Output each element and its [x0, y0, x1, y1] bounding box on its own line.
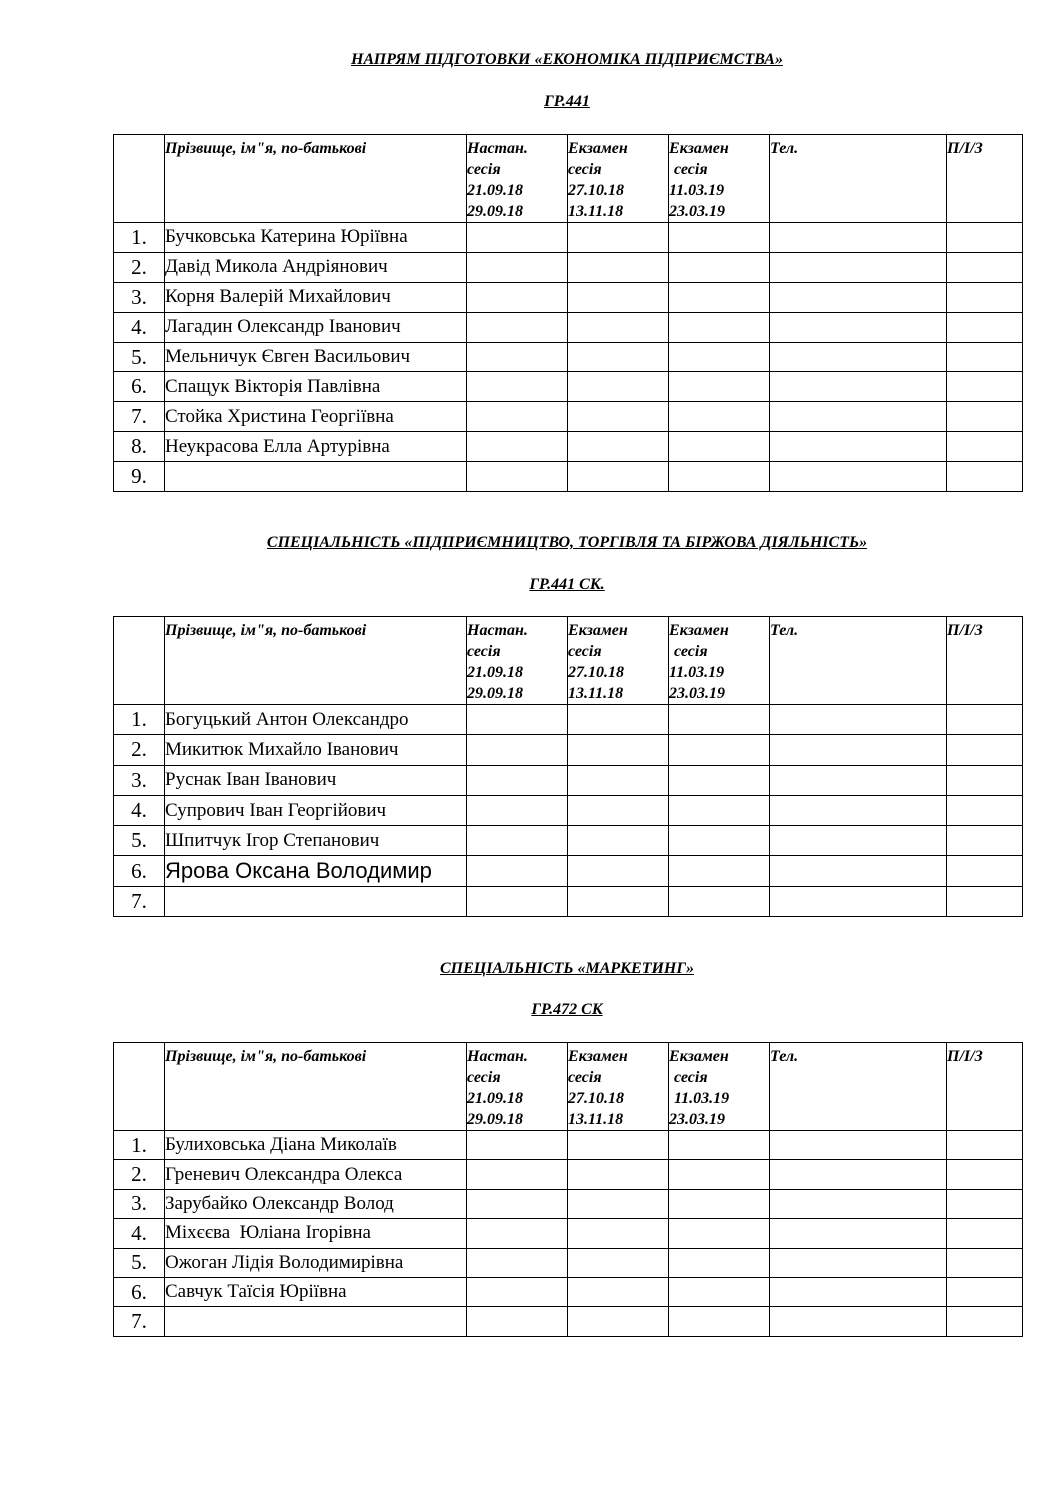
cell — [770, 252, 947, 282]
cell — [568, 795, 669, 825]
header-session-3 — [669, 1043, 770, 1131]
table-row — [114, 402, 1023, 432]
table-row — [114, 1160, 1023, 1189]
header-session-2 — [568, 1043, 669, 1131]
cell — [947, 795, 1023, 825]
cell — [669, 1131, 770, 1160]
cell — [947, 826, 1023, 856]
header-line: сесія — [674, 161, 708, 178]
header-line: сесія — [467, 161, 501, 178]
cell — [947, 886, 1023, 916]
cell — [568, 1131, 669, 1160]
cell — [568, 462, 669, 492]
cell — [947, 342, 1023, 372]
cell — [467, 342, 568, 372]
header-line: Настан. — [467, 622, 528, 639]
cell — [467, 705, 568, 735]
cell — [467, 312, 568, 342]
cell — [467, 1219, 568, 1248]
student-name: Спащук Вікторія Павлівна — [165, 372, 467, 402]
cell — [467, 432, 568, 462]
header-name: Прізвище, ім"я, по-батькові — [165, 135, 467, 223]
row-number: 6. — [114, 1277, 165, 1306]
cell — [467, 402, 568, 432]
header-line: сесія — [568, 643, 602, 660]
row-number: 5. — [114, 342, 165, 372]
student-name: Греневич Олександра Олекса — [165, 1160, 467, 1189]
cell — [947, 282, 1023, 312]
header-line: 11.03.19 — [674, 1090, 730, 1107]
row-number: 2. — [114, 252, 165, 282]
cell — [947, 252, 1023, 282]
cell — [770, 705, 947, 735]
cell — [467, 282, 568, 312]
header-line: Екзамен — [568, 140, 628, 157]
row-number: 4. — [114, 1219, 165, 1248]
header-tel: Тел. — [770, 135, 947, 223]
group-title: ГР.472 СК — [531, 1001, 603, 1018]
header-line: сесія — [467, 1069, 501, 1086]
table-row — [114, 1277, 1023, 1306]
row-number: 6. — [114, 372, 165, 402]
cell — [467, 1189, 568, 1218]
row-number: 3. — [114, 1189, 165, 1218]
cell — [770, 1307, 947, 1336]
student-name: Корня Валерій Михайлович — [165, 282, 467, 312]
cell — [568, 1189, 669, 1218]
cell — [568, 886, 669, 916]
cell — [568, 856, 669, 886]
header-line: 27.10.18 — [568, 182, 624, 199]
header-session-3 — [669, 617, 770, 705]
cell — [467, 765, 568, 795]
header-line: 13.11.18 — [568, 1111, 624, 1128]
row-number: 7. — [114, 1307, 165, 1336]
row-number: 8. — [114, 432, 165, 462]
header-line: 21.09.18 — [467, 1090, 523, 1107]
cell — [568, 826, 669, 856]
header-session-3 — [669, 135, 770, 223]
cell — [467, 462, 568, 492]
row-number: 6. — [114, 856, 165, 886]
cell — [770, 223, 947, 253]
cell — [467, 735, 568, 765]
cell — [669, 252, 770, 282]
cell — [770, 1131, 947, 1160]
cell — [669, 1189, 770, 1218]
header-session-1 — [467, 617, 568, 705]
cell — [770, 342, 947, 372]
cell — [467, 795, 568, 825]
cell — [669, 826, 770, 856]
row-number: 4. — [114, 795, 165, 825]
cell — [770, 765, 947, 795]
cell — [947, 223, 1023, 253]
table-row — [114, 252, 1023, 282]
cell — [669, 765, 770, 795]
cell — [669, 432, 770, 462]
cell — [568, 735, 669, 765]
cell — [770, 372, 947, 402]
header-line: 27.10.18 — [568, 664, 624, 681]
table-row — [114, 765, 1023, 795]
cell — [669, 705, 770, 735]
student-name: Зарубайко Олександр Волод — [165, 1189, 467, 1218]
cell — [669, 402, 770, 432]
header-session-2 — [568, 617, 669, 705]
cell — [947, 312, 1023, 342]
cell — [947, 1189, 1023, 1218]
table-row — [114, 312, 1023, 342]
cell — [770, 402, 947, 432]
cell — [669, 312, 770, 342]
header-line: 11.03.19 — [669, 664, 725, 681]
cell — [770, 1160, 947, 1189]
cell — [467, 223, 568, 253]
header-line: 23.03.19 — [669, 1111, 725, 1128]
cell — [770, 735, 947, 765]
cell — [467, 1131, 568, 1160]
header-name: Прізвище, ім"я, по-батькові — [165, 1043, 467, 1131]
row-number: 2. — [114, 1160, 165, 1189]
row-number: 9. — [114, 462, 165, 492]
cell — [669, 795, 770, 825]
cell — [947, 705, 1023, 735]
header-line: 23.03.19 — [669, 685, 725, 702]
group-title: ГР.441 СК. — [529, 576, 605, 593]
cell — [770, 1219, 947, 1248]
header-line: 27.10.18 — [568, 1090, 624, 1107]
table-row — [114, 1189, 1023, 1218]
cell — [770, 432, 947, 462]
cell — [770, 462, 947, 492]
cell — [568, 1277, 669, 1306]
header-line: сесія — [674, 643, 708, 660]
cell — [669, 1160, 770, 1189]
cell — [568, 705, 669, 735]
header-line: сесія — [568, 161, 602, 178]
cell — [770, 1277, 947, 1306]
cell — [947, 1307, 1023, 1336]
cell — [947, 402, 1023, 432]
cell — [669, 886, 770, 916]
header-line: 23.03.19 — [669, 203, 725, 220]
section-title: СПЕЦІАЛЬНІСТЬ «ПІДПРИЄМНИЦТВО, ТОРГІВЛЯ ТА БІРЖОВА ДІЯЛЬНІСТЬ» — [266, 534, 868, 551]
cell — [568, 1160, 669, 1189]
cell — [947, 372, 1023, 402]
cell — [467, 1248, 568, 1277]
cell — [770, 1248, 947, 1277]
student-name: Стойка Христина Георгіївна — [165, 402, 467, 432]
header-line: 21.09.18 — [467, 664, 523, 681]
cell — [947, 765, 1023, 795]
header-line: Екзамен — [669, 1048, 729, 1065]
section-title: СПЕЦІАЛЬНІСТЬ «МАРКЕТИНГ» — [439, 960, 695, 977]
cell — [568, 1248, 669, 1277]
header-line: Настан. — [467, 140, 528, 157]
student-table — [113, 616, 1023, 917]
header-number — [114, 135, 165, 223]
table-row — [114, 282, 1023, 312]
student-name: Руснак Іван Іванович — [165, 765, 467, 795]
header-line: Екзамен — [568, 1048, 628, 1065]
cell — [568, 282, 669, 312]
header-session-1 — [467, 135, 568, 223]
student-name — [165, 1307, 467, 1336]
cell — [947, 1248, 1023, 1277]
cell — [947, 856, 1023, 886]
table-row — [114, 372, 1023, 402]
student-name: Лагадин Олександр Іванович — [165, 312, 467, 342]
cell — [947, 1277, 1023, 1306]
table-row — [114, 705, 1023, 735]
header-line: Екзамен — [568, 622, 628, 639]
cell — [467, 1277, 568, 1306]
table-row — [114, 735, 1023, 765]
cell — [669, 856, 770, 886]
cell — [467, 856, 568, 886]
row-number: 3. — [114, 765, 165, 795]
cell — [669, 282, 770, 312]
cell — [568, 765, 669, 795]
cell — [669, 1277, 770, 1306]
header-line: Настан. — [467, 1048, 528, 1065]
student-name: Микитюк Михайло Іванович — [165, 735, 467, 765]
header-pl: П/І/З — [947, 617, 1023, 705]
table-row — [114, 795, 1023, 825]
student-name — [165, 886, 467, 916]
header-line: Екзамен — [669, 622, 729, 639]
row-number: 5. — [114, 1248, 165, 1277]
table-row — [114, 432, 1023, 462]
student-name: Ожоган Лідія Володимирівна — [165, 1248, 467, 1277]
cell — [467, 826, 568, 856]
cell — [770, 795, 947, 825]
row-number: 5. — [114, 826, 165, 856]
student-name: Мельничук Євген Васильович — [165, 342, 467, 372]
cell — [568, 402, 669, 432]
header-line: 13.11.18 — [568, 685, 624, 702]
header-line: Екзамен — [669, 140, 729, 157]
row-number: 1. — [114, 223, 165, 253]
header-line: 13.11.18 — [568, 203, 624, 220]
cell — [568, 223, 669, 253]
header-tel: Тел. — [770, 617, 947, 705]
cell — [669, 462, 770, 492]
cell — [467, 886, 568, 916]
header-line: 29.09.18 — [467, 685, 523, 702]
cell — [669, 372, 770, 402]
row-number: 3. — [114, 282, 165, 312]
section-title: НАПРЯМ ПІДГОТОВКИ «ЕКОНОМІКА ПІДПРИЄМСТВА» — [351, 51, 783, 68]
row-number: 4. — [114, 312, 165, 342]
student-name: Ярова Оксана Володимир — [165, 856, 467, 886]
cell — [669, 1248, 770, 1277]
cell — [568, 342, 669, 372]
cell — [770, 856, 947, 886]
cell — [947, 1131, 1023, 1160]
student-name: Міхєєва Юліана Ігорівна — [165, 1219, 467, 1248]
header-session-1 — [467, 1043, 568, 1131]
cell — [467, 1307, 568, 1336]
cell — [669, 342, 770, 372]
header-line: 21.09.18 — [467, 182, 523, 199]
student-table — [113, 1042, 1023, 1337]
cell — [568, 432, 669, 462]
table-row — [114, 826, 1023, 856]
cell — [770, 886, 947, 916]
student-name: Шпитчук Ігор Степанович — [165, 826, 467, 856]
row-number: 7. — [114, 402, 165, 432]
table-row — [114, 856, 1023, 886]
table-row — [114, 1131, 1023, 1160]
cell — [770, 826, 947, 856]
table-row — [114, 1219, 1023, 1248]
header-tel: Тел. — [770, 1043, 947, 1131]
header-line: сесія — [568, 1069, 602, 1086]
cell — [770, 282, 947, 312]
row-number: 1. — [114, 705, 165, 735]
student-name: Бучковська Катерина Юріївна — [165, 223, 467, 253]
group-title: ГР.441 — [544, 93, 590, 110]
cell — [947, 735, 1023, 765]
row-number: 2. — [114, 735, 165, 765]
cell — [947, 1219, 1023, 1248]
header-line: 29.09.18 — [467, 203, 523, 220]
row-number: 7. — [114, 886, 165, 916]
header-line: сесія — [674, 1069, 708, 1086]
cell — [770, 312, 947, 342]
header-line: сесія — [467, 643, 501, 660]
header-line: 29.09.18 — [467, 1111, 523, 1128]
cell — [467, 372, 568, 402]
header-pl: П/І/З — [947, 135, 1023, 223]
cell — [568, 312, 669, 342]
header-line: 11.03.19 — [669, 182, 725, 199]
row-number: 1. — [114, 1131, 165, 1160]
header-session-2 — [568, 135, 669, 223]
cell — [568, 372, 669, 402]
student-table — [113, 134, 1023, 492]
student-name: Богуцький Антон Олександро — [165, 705, 467, 735]
cell — [947, 1160, 1023, 1189]
cell — [568, 1307, 669, 1336]
student-name: Неукрасова Елла Артурівна — [165, 432, 467, 462]
student-name: Супрович Іван Георгійович — [165, 795, 467, 825]
student-name: Булиховська Діана Миколаїв — [165, 1131, 467, 1160]
header-number — [114, 1043, 165, 1131]
cell — [947, 432, 1023, 462]
student-name — [165, 462, 467, 492]
table-row — [114, 462, 1023, 492]
cell — [568, 252, 669, 282]
cell — [467, 1160, 568, 1189]
cell — [568, 1219, 669, 1248]
student-name: Давід Микола Андріянович — [165, 252, 467, 282]
header-name: Прізвище, ім"я, по-батькові — [165, 617, 467, 705]
header-number — [114, 617, 165, 705]
table-row — [114, 886, 1023, 916]
cell — [947, 462, 1023, 492]
cell — [669, 1307, 770, 1336]
student-name: Савчук Таїсія Юріївна — [165, 1277, 467, 1306]
cell — [669, 735, 770, 765]
cell — [669, 223, 770, 253]
table-row — [114, 1248, 1023, 1277]
table-row — [114, 223, 1023, 253]
header-pl: П/І/З — [947, 1043, 1023, 1131]
cell — [467, 252, 568, 282]
cell — [770, 1189, 947, 1218]
table-row — [114, 1307, 1023, 1336]
table-row — [114, 342, 1023, 372]
cell — [669, 1219, 770, 1248]
